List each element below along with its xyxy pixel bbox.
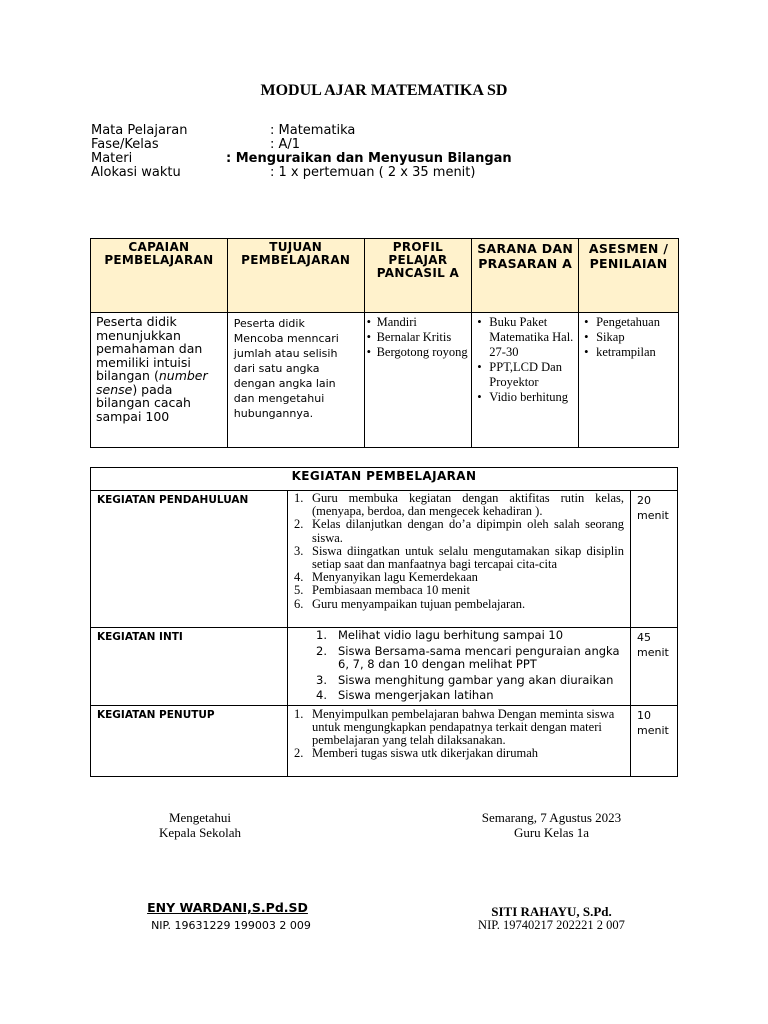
signature-left-line2: Kepala Sekolah bbox=[159, 825, 241, 840]
list-item: 3. Siswa menghitung gambar yang akan diuraikan bbox=[316, 672, 614, 687]
list-item: • PPT,LCD Dan Proyektor bbox=[474, 360, 576, 390]
meta-row-duration bbox=[0, 166, 768, 180]
signature-left-line1: Mengetahui bbox=[168, 810, 232, 825]
list-item: 6. Guru menyampaikan tujuan pembelajaran. bbox=[294, 596, 526, 611]
list-item: 3. Siswa diingatkan untuk selalu mengutamakan sikap disiplin setiap saat dan manfaatnya bagi tercapai cita-cita bbox=[294, 543, 624, 572]
table-row bbox=[91, 491, 678, 628]
meta-value: : A/1 bbox=[270, 137, 301, 152]
header-tujuan: TUJUAN PEMBELAJARAN bbox=[227, 239, 364, 313]
signature-right-line1: Semarang, 7 Agustus 2023 bbox=[481, 810, 622, 825]
meta-row-subject bbox=[0, 124, 768, 138]
header-capaian: CAPAIAN PEMBELAJARAN bbox=[91, 239, 228, 313]
capaian-text: Peserta didik menunjukkan pemahaman dan memiliki intuisi bilangan ( bbox=[96, 314, 203, 383]
penutup-list bbox=[294, 708, 624, 761]
header-asesmen: ASESMEN / PENILAIAN bbox=[579, 239, 679, 313]
list-item: 4. Siswa mengerjakan latihan bbox=[316, 688, 494, 702]
penutup-activities bbox=[288, 705, 631, 776]
header-sarana: SARANA DAN PRASARAN A bbox=[472, 239, 579, 313]
activities-header: KEGIATAN PEMBELAJARAN bbox=[91, 468, 678, 491]
signature-right-line2: Guru Kelas 1a bbox=[513, 825, 590, 840]
list-item: 2. Memberi tugas siswa utk dikerjakan dirumah bbox=[294, 746, 538, 761]
meta-row-grade bbox=[0, 138, 768, 152]
list-item: • Bernalar Kritis bbox=[367, 330, 470, 345]
activities-table bbox=[90, 467, 678, 777]
capaian-text: ) pada bilangan cacah sampai 100 bbox=[96, 381, 191, 424]
meta-value: : Menguraikan dan Menyusun Bilangan bbox=[226, 151, 512, 166]
document-title: MODUL AJAR MATEMATIKA SD bbox=[260, 82, 508, 99]
penutup-time: 10 menit bbox=[631, 705, 678, 776]
inti-list bbox=[288, 629, 630, 703]
signature-left-heading bbox=[100, 810, 300, 840]
asesmen-cell bbox=[579, 313, 679, 448]
capaian-emphasis: number sense bbox=[96, 368, 208, 397]
inti-activities bbox=[288, 628, 631, 706]
principal-nip: NIP. 19631229 199003 2 009 bbox=[151, 919, 311, 932]
sarana-cell bbox=[472, 313, 579, 448]
list-item: • Vidio berhitung bbox=[474, 390, 576, 405]
profil-list bbox=[367, 315, 470, 360]
table-row bbox=[91, 628, 678, 706]
table-row bbox=[91, 705, 678, 776]
header-profil: PROFIL PELAJAR PANCASIL A bbox=[364, 239, 472, 313]
teacher-name: SITI RAHAYU, S.Pd. bbox=[491, 904, 612, 919]
list-item: • Mandiri bbox=[367, 315, 470, 330]
table-header-row bbox=[91, 239, 679, 313]
meta-value: : Matematika bbox=[270, 123, 356, 138]
list-item: 1. Menyimpulkan pembelajaran bahwa Dengan meminta siswa untuk mengungkapkan pendapatnya terkait dengan materi pembelajaran yang telah dilaksanakan. bbox=[294, 706, 615, 747]
pendahuluan-list bbox=[294, 492, 624, 611]
principal-name: ENY WARDANI,S.Pd.SD bbox=[147, 900, 308, 915]
penutup-label: KEGIATAN PENUTUP bbox=[91, 705, 288, 776]
asesmen-list bbox=[581, 315, 676, 360]
profil-cell bbox=[364, 313, 472, 448]
signature-right-heading bbox=[450, 810, 653, 840]
pendahuluan-label: KEGIATAN PENDAHULUAN bbox=[91, 491, 288, 628]
list-item: 5. Pembiasaan membaca 10 menit bbox=[294, 583, 470, 598]
teacher-nip: NIP. 19740217 202221 2 007 bbox=[478, 918, 625, 932]
pendahuluan-time: 20 menit bbox=[631, 491, 678, 628]
meta-label: Materi bbox=[91, 151, 133, 166]
list-item: 1. Melihat vidio lagu berhitung sampai 10 bbox=[316, 628, 564, 642]
pendahuluan-activities bbox=[288, 491, 631, 628]
tujuan-cell: Peserta didik Mencoba menncari jumlah atau selisih dari satu angka dengan angka lain dan mengetahui hubungannya. bbox=[227, 313, 364, 448]
list-item: 2. Siswa Bersama-sama mencari penguraian angka 6, 7, 8 dan 10 dengan melihat PPT bbox=[316, 643, 620, 671]
list-item: • Bergotong royong bbox=[367, 345, 470, 360]
meta-label: Mata Pelajaran bbox=[91, 123, 188, 138]
list-item: 1. Guru membuka kegiatan dengan aktifitas rutin kelas, (menyapa, berdoa, dan mengecek kehadiran ). bbox=[294, 491, 624, 519]
capaian-cell bbox=[91, 313, 228, 448]
list-item: • Pengetahuan bbox=[581, 315, 676, 330]
inti-label: KEGIATAN INTI bbox=[91, 628, 288, 706]
list-item: 4. Menyanyikan lagu Kemerdekaan bbox=[294, 570, 478, 585]
list-item: 2. Kelas dilanjutkan dengan do’a dipimpin oleh salah seorang siswa. bbox=[294, 517, 624, 545]
table-row bbox=[91, 313, 679, 448]
meta-row-material bbox=[0, 152, 768, 166]
activities-header-row bbox=[91, 468, 678, 491]
list-item: • ketrampilan bbox=[581, 345, 676, 360]
list-item: • Buku Paket Matematika Hal. 27-30 bbox=[474, 315, 576, 360]
meta-label: Fase/Kelas bbox=[91, 137, 159, 152]
meta-value: : 1 x pertemuan ( 2 x 35 menit) bbox=[270, 165, 476, 180]
meta-label: Alokasi waktu bbox=[91, 165, 181, 180]
list-item: • Sikap bbox=[581, 330, 676, 345]
learning-outcomes-table bbox=[90, 238, 679, 448]
inti-time: 45 menit bbox=[631, 628, 678, 706]
sarana-list bbox=[474, 315, 576, 405]
